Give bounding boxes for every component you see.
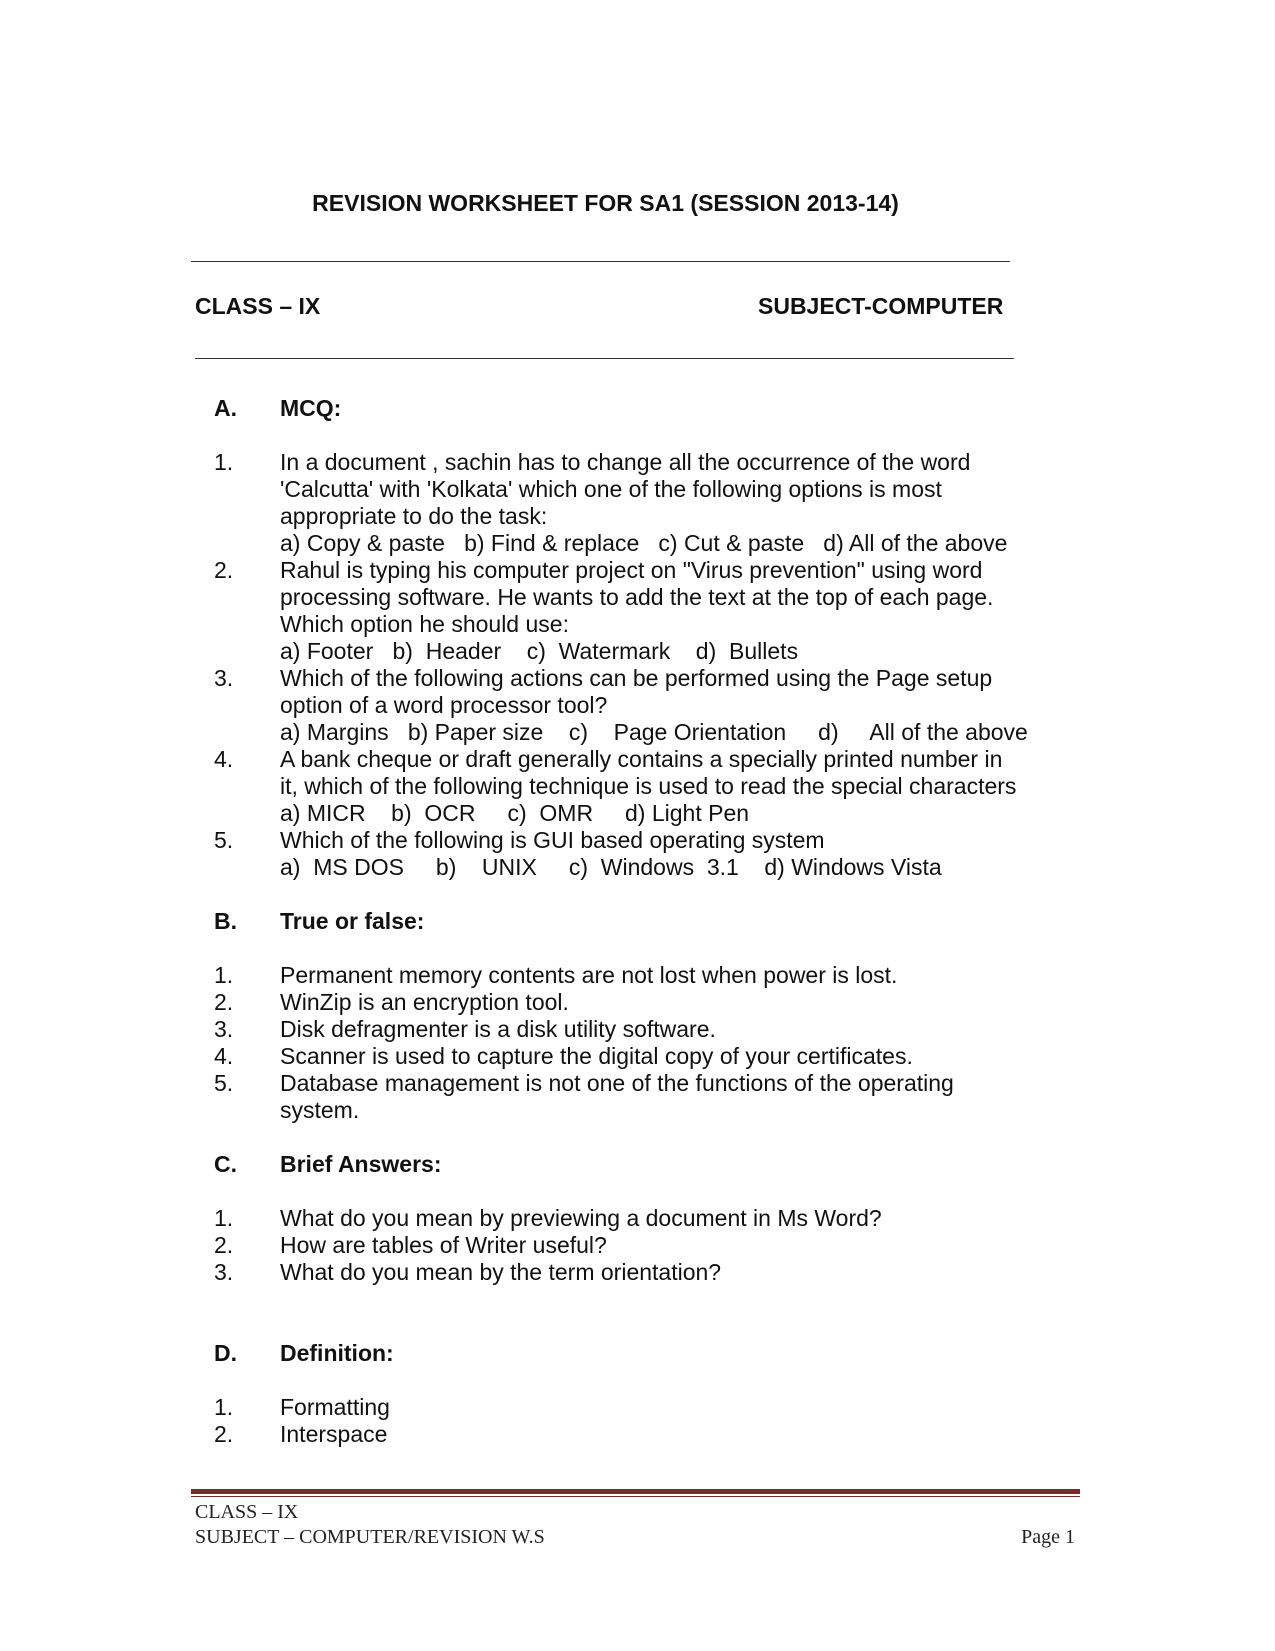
section-title: True or false: [280, 908, 425, 934]
mcq-question [210, 827, 1110, 881]
item-number: 4. [214, 1043, 234, 1069]
section-title: MCQ: [280, 395, 342, 421]
section-title: Definition: [280, 1340, 394, 1366]
question-text: processing software. He wants to add the text at the top of each page. [280, 584, 994, 610]
mcq-question [210, 449, 1110, 557]
footer-rule [191, 1489, 1080, 1494]
footer-class: CLASS – IX [195, 1501, 299, 1523]
question-options: a) Margins b) Paper size c) Page Orientation d) All of the above [280, 719, 1028, 745]
section-d-heading [210, 1340, 1110, 1367]
item-number: 2. [214, 1421, 234, 1447]
question-text: Which of the following actions can be performed using the Page setup [280, 665, 993, 691]
brief-answer-item [210, 1205, 1110, 1232]
definition-item [210, 1394, 1110, 1421]
question-options: a) Footer b) Header c) Watermark d) Bullets [280, 638, 799, 664]
item-text: Disk defragmenter is a disk utility software. [280, 1016, 716, 1042]
item-text: Interspace [280, 1421, 388, 1447]
question-text: Rahul is typing his computer project on "Virus prevention" using word [280, 557, 983, 583]
true-false-item [210, 1070, 1110, 1124]
footer-rule-thin [191, 1496, 1080, 1497]
section-a-heading [210, 395, 1110, 422]
question-text: Which option he should use: [280, 611, 569, 637]
worksheet-content [210, 395, 1110, 1448]
class-label: CLASS – IX [195, 293, 321, 319]
item-number: 3. [214, 1016, 234, 1042]
mcq-question [210, 557, 1110, 665]
item-number: 1. [214, 1394, 234, 1420]
item-number: 5. [214, 1070, 234, 1096]
section-letter: C. [214, 1151, 237, 1177]
question-text: A bank cheque or draft generally contains a specially printed number in [280, 746, 1003, 772]
question-number: 3. [214, 665, 234, 691]
page-title: REVISION WORKSHEET FOR SA1 (SESSION 2013-14) [312, 190, 899, 216]
true-false-item [210, 1016, 1110, 1043]
subject-label: SUBJECT-COMPUTER [758, 293, 1004, 319]
item-text: What do you mean by previewing a document in Ms Word? [280, 1205, 882, 1231]
header-rule: ________________________________________________________________ [195, 335, 1014, 361]
item-text: Database management is not one of the functions of the operating [280, 1070, 954, 1096]
item-number: 1. [214, 1205, 234, 1231]
question-options: a) Copy & paste b) Find & replace c) Cut & paste d) All of the above [280, 530, 1008, 556]
item-number: 1. [214, 962, 234, 988]
section-letter: D. [214, 1340, 237, 1366]
question-text: option of a word processor tool? [280, 692, 608, 718]
question-text: In a document , sachin has to change all the occurrence of the word [280, 449, 971, 475]
true-false-item [210, 989, 1110, 1016]
item-text: How are tables of Writer useful? [280, 1232, 607, 1258]
page-footer [195, 1500, 1075, 1550]
question-text: Which of the following is GUI based operating system [280, 827, 825, 853]
section-b-heading [210, 908, 1110, 935]
section-title: Brief Answers: [280, 1151, 442, 1177]
item-number: 2. [214, 989, 234, 1015]
section-letter: B. [214, 908, 237, 934]
item-text: What do you mean by the term orientation? [280, 1259, 722, 1285]
item-number: 3. [214, 1259, 234, 1285]
section-c-heading [210, 1151, 1110, 1178]
question-number: 1. [214, 449, 234, 475]
question-number: 2. [214, 557, 234, 583]
question-text: appropriate to do the task: [280, 503, 548, 529]
mcq-question [210, 665, 1110, 746]
footer-subject: SUBJECT – COMPUTER/REVISION W.S [195, 1526, 545, 1548]
true-false-item [210, 1043, 1110, 1070]
definition-item [210, 1421, 1110, 1448]
question-text: 'Calcutta' with 'Kolkata' which one of the following options is most [280, 476, 942, 502]
item-text: Permanent memory contents are not lost when power is lost. [280, 962, 898, 988]
question-number: 4. [214, 746, 234, 772]
brief-answer-item [210, 1259, 1110, 1286]
question-options: a) MICR b) OCR c) OMR d) Light Pen [280, 800, 750, 826]
question-options: a) MS DOS b) UNIX c) Windows 3.1 d) Windows Vista [280, 854, 942, 880]
question-number: 5. [214, 827, 234, 853]
page-number: Page 1 [1021, 1526, 1075, 1548]
brief-answer-item [210, 1232, 1110, 1259]
item-text: WinZip is an encryption tool. [280, 989, 569, 1015]
item-number: 2. [214, 1232, 234, 1258]
item-text: Scanner is used to capture the digital copy of your certificates. [280, 1043, 913, 1069]
item-text: Formatting [280, 1394, 390, 1420]
question-text: it, which of the following technique is used to read the special characters [280, 773, 1017, 799]
top-rule: ________________________________________________________________ [191, 238, 1010, 264]
section-letter: A. [214, 395, 237, 421]
true-false-item [210, 962, 1110, 989]
item-text: system. [280, 1097, 360, 1123]
mcq-question [210, 746, 1110, 827]
